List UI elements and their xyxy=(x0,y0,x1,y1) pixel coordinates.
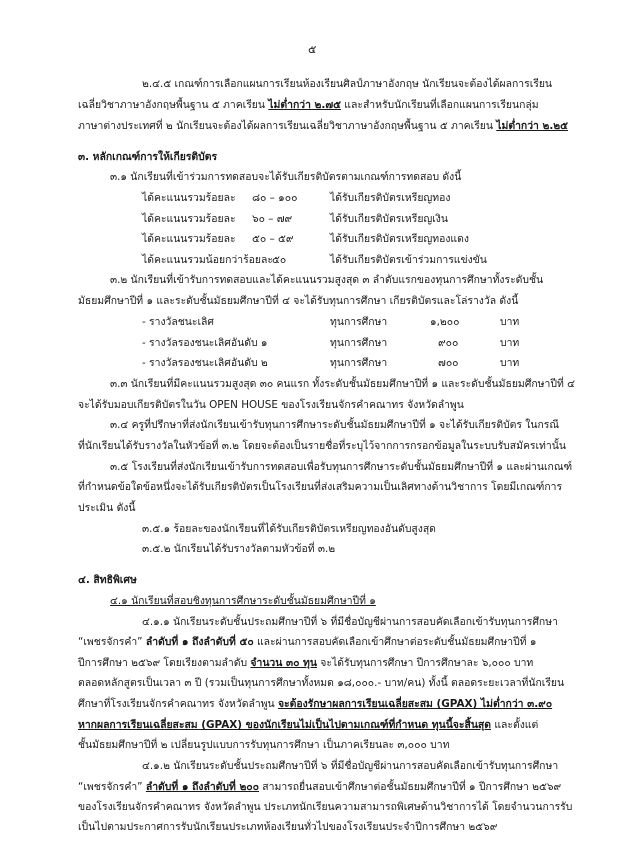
prize-name: - รางวัลรองชนะเลิศอันดับ ๒ xyxy=(142,357,268,369)
score-range: ๕๐ xyxy=(272,254,287,266)
p411-line2-c: และผ่านการสอบคัดเลือกเข้าศึกษาต่อระดับชั้นมัธยมศึกษาปีที่ ๑ xyxy=(253,636,537,648)
score-label: ได้คะแนนรวมร้อยละ xyxy=(142,213,236,225)
prize-unit: บาท xyxy=(500,316,520,328)
score-award: ได้รับเกียรติบัตรเหรียญทองแดง xyxy=(330,233,469,245)
p411-count: จำนวน ๓๐ ทุน xyxy=(250,657,317,669)
p411-scholarship-name: “เพชรจักรคำ” xyxy=(78,636,146,648)
section-3-heading: ๓. หลักเกณฑ์การให้เกียรติบัตร xyxy=(78,151,218,163)
p412-line3: ของโรงเรียนจักรคำคณาทร จังหวัดลำพูน ประเภทนักเรียนความสามารถพิเศษด้านวิชาการได้ โดยจำนวนการรับ xyxy=(78,801,573,813)
p411-line3 xyxy=(78,657,533,669)
prize-type: ทุนการศึกษา xyxy=(330,316,388,328)
score-award: ได้รับเกียรติบัตรเข้าร่วมการแข่งขัน xyxy=(330,254,487,266)
prize-amount: ๑,๒๐๐ xyxy=(430,316,460,328)
score-award: ได้รับเกียรติบัตรเหรียญทอง xyxy=(330,192,451,204)
prize-type: ทุนการศึกษา xyxy=(330,337,388,349)
p32-line2: มัธยมศึกษาปีที่ ๑ และระดับชั้นมัธยมศึกษาปีที่ ๔ จะได้รับทุนการศึกษา เกียรติบัตรและโล่รางวัล ดังนี้ xyxy=(78,295,519,307)
prize-type: ทุนการศึกษา xyxy=(330,357,388,369)
prize-name: - รางวัลชนะเลิศ xyxy=(142,316,214,328)
score-award: ได้รับเกียรติบัตรเหรียญเงิน xyxy=(330,213,448,225)
score-label: ได้คะแนนรวมร้อยละ xyxy=(142,233,236,245)
criterion-352: ๓.๕.๒ นักเรียนได้รับรางวัลตามหัวข้อที่ ๓.๒ xyxy=(142,543,336,555)
p411-line3-c: จะได้รับทุนการศึกษา ปีการศึกษาละ ๖,๐๐๐ บาท xyxy=(317,657,534,669)
p34-line1: ๓.๔ ครูที่ปรึกษาที่ส่งนักเรียนเข้ารับทุนการศึกษาระดับชั้นมัธยมศึกษาปีที่ ๑ จะได้รับเกียรติบัตร ในกรณี xyxy=(110,419,559,431)
score-label: ได้คะแนนรวมร้อยละ xyxy=(142,192,236,204)
p32-line1: ๓.๒ นักเรียนที่เข้ารับการทดสอบและได้คะแนนรวมสูงสุด ๓ ลำดับแรกของทุนการศึกษาทั้งระดับชั้น xyxy=(110,274,544,286)
p35-line1: ๓.๕ โรงเรียนที่ส่งนักเรียนเข้ารับการทดสอบเพื่อรับทุนการศึกษาระดับชั้นมัธยมศึกษาปีที่ ๑ และผ่านเกณฑ์ xyxy=(110,461,573,473)
p411-gpax-requirement: จะต้องรักษาผลการเรียนเฉลี่ยสะสม (GPAX) ไม่ต่ำกว่า ๓.๙๐ xyxy=(277,698,553,710)
score-label: ได้คะแนนรวมน้อยกว่าร้อยละ xyxy=(142,254,273,266)
s245-line3-a: ภาษาต่างประเทศที่ ๒ นักเรียนจะต้องได้ผลการเรียนเฉลี่ยวิชาภาษาอังกฤษพื้นฐาน ๕ ภาคเรียน xyxy=(78,120,497,132)
prize-name: - รางวัลรองชนะเลิศอันดับ ๑ xyxy=(142,337,268,349)
p411-line6 xyxy=(78,719,538,731)
p412-line1: ๔.๑.๒ นักเรียนระดับชั้นประถมศึกษาปีที่ ๖ ที่มีชื่อบัญชีผ่านการสอบคัดเลือกเข้ารับทุนการศึกษา xyxy=(142,760,559,772)
prize-amount: ๗๐๐ xyxy=(438,357,459,369)
s245-line2-c: และสำหรับนักเรียนที่เลือกแผนการเรียนกลุ่ม xyxy=(341,99,539,111)
page-number: ๕ xyxy=(308,43,317,56)
score-range: ๖๐ – ๗๙ xyxy=(252,213,293,225)
prize-amount: ๙๐๐ xyxy=(438,337,459,349)
score-range: ๘๐ – ๑๐๐ xyxy=(252,192,298,204)
p33-line1: ๓.๓ นักเรียนที่มีคะแนนรวมสูงสุด ๓๐ คนแรก ทั้งระดับชั้นมัธยมศึกษาปีที่ ๑ และระดับชั้นมัธยมศึกษาปีที่ ๔ xyxy=(110,378,575,390)
p412-line2-c: สามารถยื่นสอบเข้าศึกษาต่อชั้นมัธยมศึกษาปีที่ ๑ ปีการศึกษา ๒๕๖๙ xyxy=(259,781,562,793)
p412-scholarship-name: “เพชรจักรคำ” xyxy=(78,781,146,793)
p412-rank-range: ลำดับที่ ๑ ถึงลำดับที่ ๒๐๐ xyxy=(145,781,259,793)
s245-threshold-1: ไม่ต่ำกว่า ๒.๗๕ xyxy=(268,99,341,111)
s245-line2-a: เฉลี่ยวิชาภาษาอังกฤษพื้นฐาน ๕ ภาคเรียน xyxy=(78,99,269,111)
section-4-heading: ๔. สิทธิพิเศษ xyxy=(78,574,137,586)
s245-line1: ๒.๔.๕ เกณฑ์การเลือกแผนการเรียนห้องเรียนศิลป์ภาษาอังกฤษ นักเรียนจะต้องได้ผลการเรียน xyxy=(142,78,553,90)
criterion-351: ๓.๕.๑ ร้อยละของนักเรียนที่ได้รับเกียรติบัตรเหรียญทองอันดับสูงสุด xyxy=(142,523,436,535)
p411-termination-clause: หากผลการเรียนเฉลี่ยสะสม (GPAX) ของนักเรียนไม่เป็นไปตามเกณฑ์ที่กำหนด ทุนนี้จะสิ้นสุด xyxy=(78,719,492,731)
p411-rank-range: ลำดับที่ ๑ ถึงลำดับที่ ๕๐ xyxy=(145,636,254,648)
s245-line3 xyxy=(78,120,568,132)
p411-line6-b: และตั้งแต่ xyxy=(491,719,539,731)
s245-threshold-2: ไม่ต่ำกว่า ๒.๒๕ xyxy=(496,120,569,132)
s245-line2 xyxy=(78,99,539,111)
p411-line7: ชั้นมัธยมศึกษาปีที่ ๒ เปลี่ยนรูปแบบการรับทุนการศึกษา เป็นภาคเรียนละ ๓,๐๐๐ บาท xyxy=(78,739,450,751)
p411-line1: ๔.๑.๑ นักเรียนระดับชั้นประถมศึกษาปีที่ ๖ ที่มีชื่อบัญชีผ่านการสอบคัดเลือกเข้ารับทุนการศึกษา xyxy=(142,616,558,628)
p411-line3-a: ปีการศึกษา ๒๕๖๙ โดยเรียงตามลำดับ xyxy=(78,657,251,669)
p411-line5 xyxy=(78,698,552,710)
score-range: ๕๐ – ๕๙ xyxy=(252,233,294,245)
p31: ๓.๑ นักเรียนที่เข้าร่วมการทดสอบจะได้รับเกียรติบัตรตามเกณฑ์การทดสอบ ดังนี้ xyxy=(110,171,462,183)
p411-line4: ตลอดหลักสูตรเป็นเวลา ๓ ปี (รวมเป็นทุนการศึกษาทั้งหมด ๑๘,๐๐๐.- บาท/คน) ทั้งนี้ ตลอดระยะเวลาที่นักเรียน xyxy=(78,677,565,689)
prize-unit: บาท xyxy=(500,337,520,349)
p33-line2: จะได้รับมอบเกียรติบัตรในวัน OPEN HOUSE ของโรงเรียนจักรคำคณาทร จังหวัดลำพูน xyxy=(78,399,464,411)
p35-line3: ประเมิน ดังนี้ xyxy=(78,502,136,514)
p34-line2: ที่นักเรียนได้รับรางวัลในหัวข้อที่ ๓.๒ โดยจะต้องเป็นรายชื่อที่ระบุไว้จากการกรอกข้อมูลในระบบรับสมัครเท่านั้น xyxy=(78,440,566,452)
sub-41-heading: ๔.๑ นักเรียนที่สอบชิงทุนการศึกษาระดับชั้นมัธยมศึกษาปีที่ ๑ xyxy=(110,595,376,607)
p411-line5-a: ศึกษาที่โรงเรียนจักรคำคณาทร จังหวัดลำพูน xyxy=(78,698,278,710)
p411-line2 xyxy=(78,636,536,648)
prize-unit: บาท xyxy=(500,357,520,369)
p412-line4: เป็นไปตามประกาศการรับนักเรียนประเภทห้องเรียนทั่วไปของโรงเรียนประจำปีการศึกษา ๒๕๖๙ xyxy=(78,821,498,833)
p412-line2 xyxy=(78,781,561,793)
p35-line2: ที่กำหนดข้อใดข้อหนึ่งจะได้รับเกียรติบัตรเป็นโรงเรียนที่ส่งเสริมความเป็นเลิศทางด้านวิชาการ โดยมีเกณฑ์การ xyxy=(78,481,563,493)
